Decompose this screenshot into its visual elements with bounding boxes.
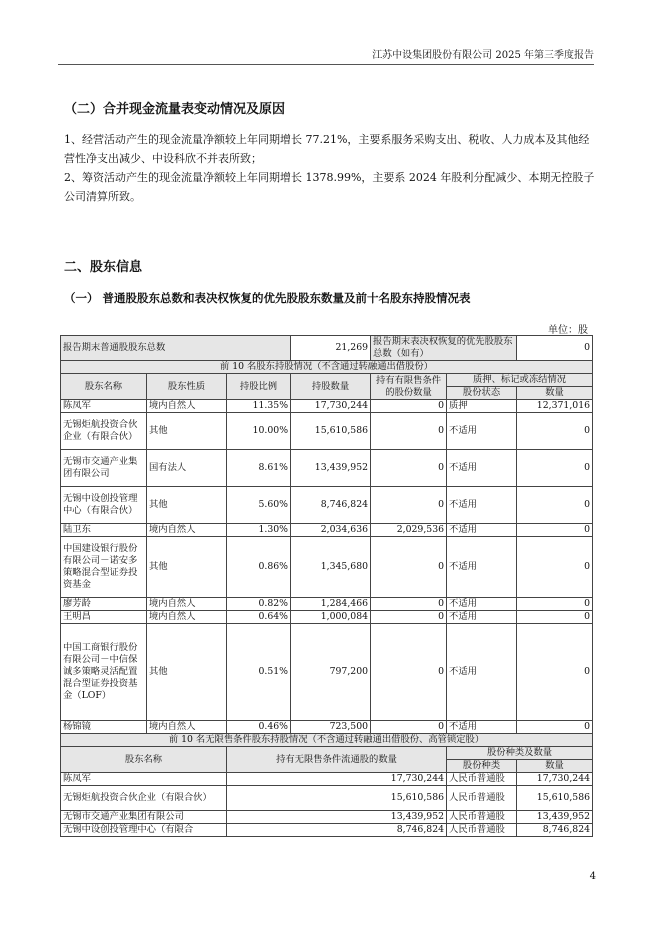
table-row	[61, 413, 593, 450]
holder-name: 廖芳龄	[61, 598, 147, 611]
holder-nature: 境内自然人	[147, 721, 227, 734]
uholder-name: 无锡市交通产业集团有限公司	[61, 811, 227, 824]
table-row	[61, 537, 593, 598]
table-row	[61, 487, 593, 524]
col-ratio: 持股比例	[227, 374, 291, 400]
holder-qty: 1,284,466	[291, 598, 371, 611]
holder-ratio: 5.60%	[227, 487, 291, 524]
cashflow-heading: （二）合并现金流量表变动情况及原因	[64, 102, 286, 117]
holder-nature: 其他	[147, 537, 227, 598]
holder-restricted: 0	[371, 537, 447, 598]
holder-count: 0	[517, 721, 593, 734]
col-nature: 股东性质	[147, 374, 227, 400]
ucol-count: 数量	[517, 760, 593, 773]
table-row	[61, 400, 593, 413]
uholder-count: 13,439,952	[517, 811, 593, 824]
table-row	[61, 524, 593, 537]
holder-count: 0	[517, 598, 593, 611]
holder-nature: 境内自然人	[147, 400, 227, 413]
uholder-type: 人民币普通股	[447, 824, 517, 837]
holder-status: 不适用	[447, 413, 517, 450]
col-name: 股东名称	[61, 374, 147, 400]
unrestricted-title: 前 10 名无限售条件股东持股情况（不含通过转融通出借股份、高管锁定股）	[61, 734, 593, 747]
page-number: 4	[589, 871, 596, 882]
ucol-type: 股份种类	[447, 760, 517, 773]
holder-ratio: 11.35%	[227, 400, 291, 413]
table-row	[61, 611, 593, 624]
holder-status: 不适用	[447, 721, 517, 734]
holder-count: 0	[517, 624, 593, 721]
holder-nature: 境内自然人	[147, 611, 227, 624]
holder-restricted: 0	[371, 400, 447, 413]
ucol-qty: 持有无限售条件流通股的数量	[227, 747, 447, 773]
table-row	[61, 450, 593, 487]
holder-restricted: 0	[371, 721, 447, 734]
holder-ratio: 0.51%	[227, 624, 291, 721]
holder-status: 不适用	[447, 524, 517, 537]
holder-qty: 723,500	[291, 721, 371, 734]
holder-restricted: 2,029,536	[371, 524, 447, 537]
shareholder-subheading: （一） 普通股股东总数和表决权恢复的优先股股东数量及前十名股东持股情况表	[64, 291, 471, 305]
holder-name: 中国建设银行股份有限公司－诺安多策略混合型证券投资基金	[61, 537, 147, 598]
holder-nature: 国有法人	[147, 450, 227, 487]
col-pledge: 质押、标记或冻结情况	[447, 374, 593, 387]
page-header: 江苏中设集团股份有限公司 2025 年第三季度报告	[58, 46, 594, 65]
holder-qty: 1,000,084	[291, 611, 371, 624]
pref-value: 0	[517, 336, 593, 361]
holder-name: 中国工商银行股份有限公司－中信保诚多策略灵活配置混合型证券投资基金（LOF）	[61, 624, 147, 721]
table-row	[61, 786, 593, 811]
table-row	[61, 824, 593, 837]
table-row	[61, 624, 593, 721]
total-value: 21,269	[291, 336, 371, 361]
holder-ratio: 0.82%	[227, 598, 291, 611]
total-label: 报告期末普通股股东总数	[61, 336, 291, 361]
uholder-qty: 15,610,586	[227, 786, 447, 811]
holder-nature: 其他	[147, 413, 227, 450]
uholder-name: 无锡中设创投管理中心（有限合	[61, 824, 227, 837]
holder-count: 0	[517, 413, 593, 450]
holder-qty: 797,200	[291, 624, 371, 721]
holder-status: 不适用	[447, 598, 517, 611]
uholder-type: 人民币普通股	[447, 773, 517, 786]
col-restricted: 持有有限售条件的股份数量	[371, 374, 447, 400]
table-header-row	[61, 374, 593, 387]
holder-qty: 8,746,824	[291, 487, 371, 524]
holder-ratio: 0.46%	[227, 721, 291, 734]
table-row	[61, 598, 593, 611]
uholder-qty: 17,730,244	[227, 773, 447, 786]
holder-nature: 其他	[147, 624, 227, 721]
holder-name: 陈凤军	[61, 400, 147, 413]
table-row	[61, 811, 593, 824]
unrestricted-header-row	[61, 747, 593, 760]
uholder-count: 17,730,244	[517, 773, 593, 786]
uholder-qty: 13,439,952	[227, 811, 447, 824]
holder-restricted: 0	[371, 624, 447, 721]
holder-qty: 1,345,680	[291, 537, 371, 598]
holder-count: 0	[517, 487, 593, 524]
col-qty: 持股数量	[291, 374, 371, 400]
uholder-type: 人民币普通股	[447, 811, 517, 824]
uholder-name: 无锡炬航投资合伙企业（有限合伙）	[61, 786, 227, 811]
holder-ratio: 10.00%	[227, 413, 291, 450]
holder-restricted: 0	[371, 450, 447, 487]
top10-title: 前 10 名股东持股情况（不含通过转融通出借股份）	[61, 361, 593, 374]
uholder-name: 陈凤军	[61, 773, 227, 786]
holder-qty: 15,610,586	[291, 413, 371, 450]
holder-name: 无锡市交通产业集团有限公司	[61, 450, 147, 487]
holder-ratio: 0.64%	[227, 611, 291, 624]
holder-status: 不适用	[447, 537, 517, 598]
top10-shareholder-table	[60, 335, 593, 837]
holder-qty: 13,439,952	[291, 450, 371, 487]
holder-nature: 境内自然人	[147, 524, 227, 537]
unit-label: 单位：股	[548, 325, 588, 336]
holder-status: 质押	[447, 400, 517, 413]
holder-status: 不适用	[447, 611, 517, 624]
holder-restricted: 0	[371, 598, 447, 611]
uholder-qty: 8,746,824	[227, 824, 447, 837]
holder-nature: 其他	[147, 487, 227, 524]
holder-restricted: 0	[371, 611, 447, 624]
holder-status: 不适用	[447, 487, 517, 524]
holder-name: 王明昌	[61, 611, 147, 624]
holder-ratio: 8.61%	[227, 450, 291, 487]
shareholder-heading: 二、股东信息	[64, 260, 143, 275]
holder-restricted: 0	[371, 487, 447, 524]
holder-name: 陆卫东	[61, 524, 147, 537]
holder-ratio: 1.30%	[227, 524, 291, 537]
ucol-kind: 股份种类及数量	[447, 747, 593, 760]
holder-qty: 2,034,636	[291, 524, 371, 537]
table-row	[61, 721, 593, 734]
holder-ratio: 0.86%	[227, 537, 291, 598]
holder-qty: 17,730,244	[291, 400, 371, 413]
holder-count: 0	[517, 611, 593, 624]
holder-name: 杨锦镜	[61, 721, 147, 734]
uholder-type: 人民币普通股	[447, 786, 517, 811]
holder-name: 无锡中设创投管理中心（有限合伙）	[61, 487, 147, 524]
cashflow-para-2: 2、筹资活动产生的现金流量净额较上年同期增长 1378.99%，主要系 2024 年股利分配减少、本期无控股子公司清算所致。	[64, 171, 595, 203]
uholder-count: 15,610,586	[517, 786, 593, 811]
holder-count: 0	[517, 450, 593, 487]
table-row	[61, 773, 593, 786]
total-row	[61, 336, 593, 361]
holder-name: 无锡炬航投资合伙企业（有限合伙）	[61, 413, 147, 450]
holder-nature: 境内自然人	[147, 598, 227, 611]
holder-status: 不适用	[447, 450, 517, 487]
holder-count: 0	[517, 524, 593, 537]
holder-restricted: 0	[371, 413, 447, 450]
holder-count: 0	[517, 537, 593, 598]
ucol-name: 股东名称	[61, 747, 227, 773]
uholder-count: 8,746,824	[517, 824, 593, 837]
pref-label: 报告期末表决权恢复的优先股股东总数（如有）	[371, 336, 517, 361]
cashflow-para-1: 1、经营活动产生的现金流量净额较上年同期增长 77.21%，主要系服务采购支出、税收、人力成本及其他经营性净支出减少、中设科欣不并表所致；	[64, 133, 590, 165]
holder-count: 12,371,016	[517, 400, 593, 413]
col-status: 股份状态	[447, 387, 517, 400]
col-count: 数量	[517, 387, 593, 400]
holder-status: 不适用	[447, 624, 517, 721]
